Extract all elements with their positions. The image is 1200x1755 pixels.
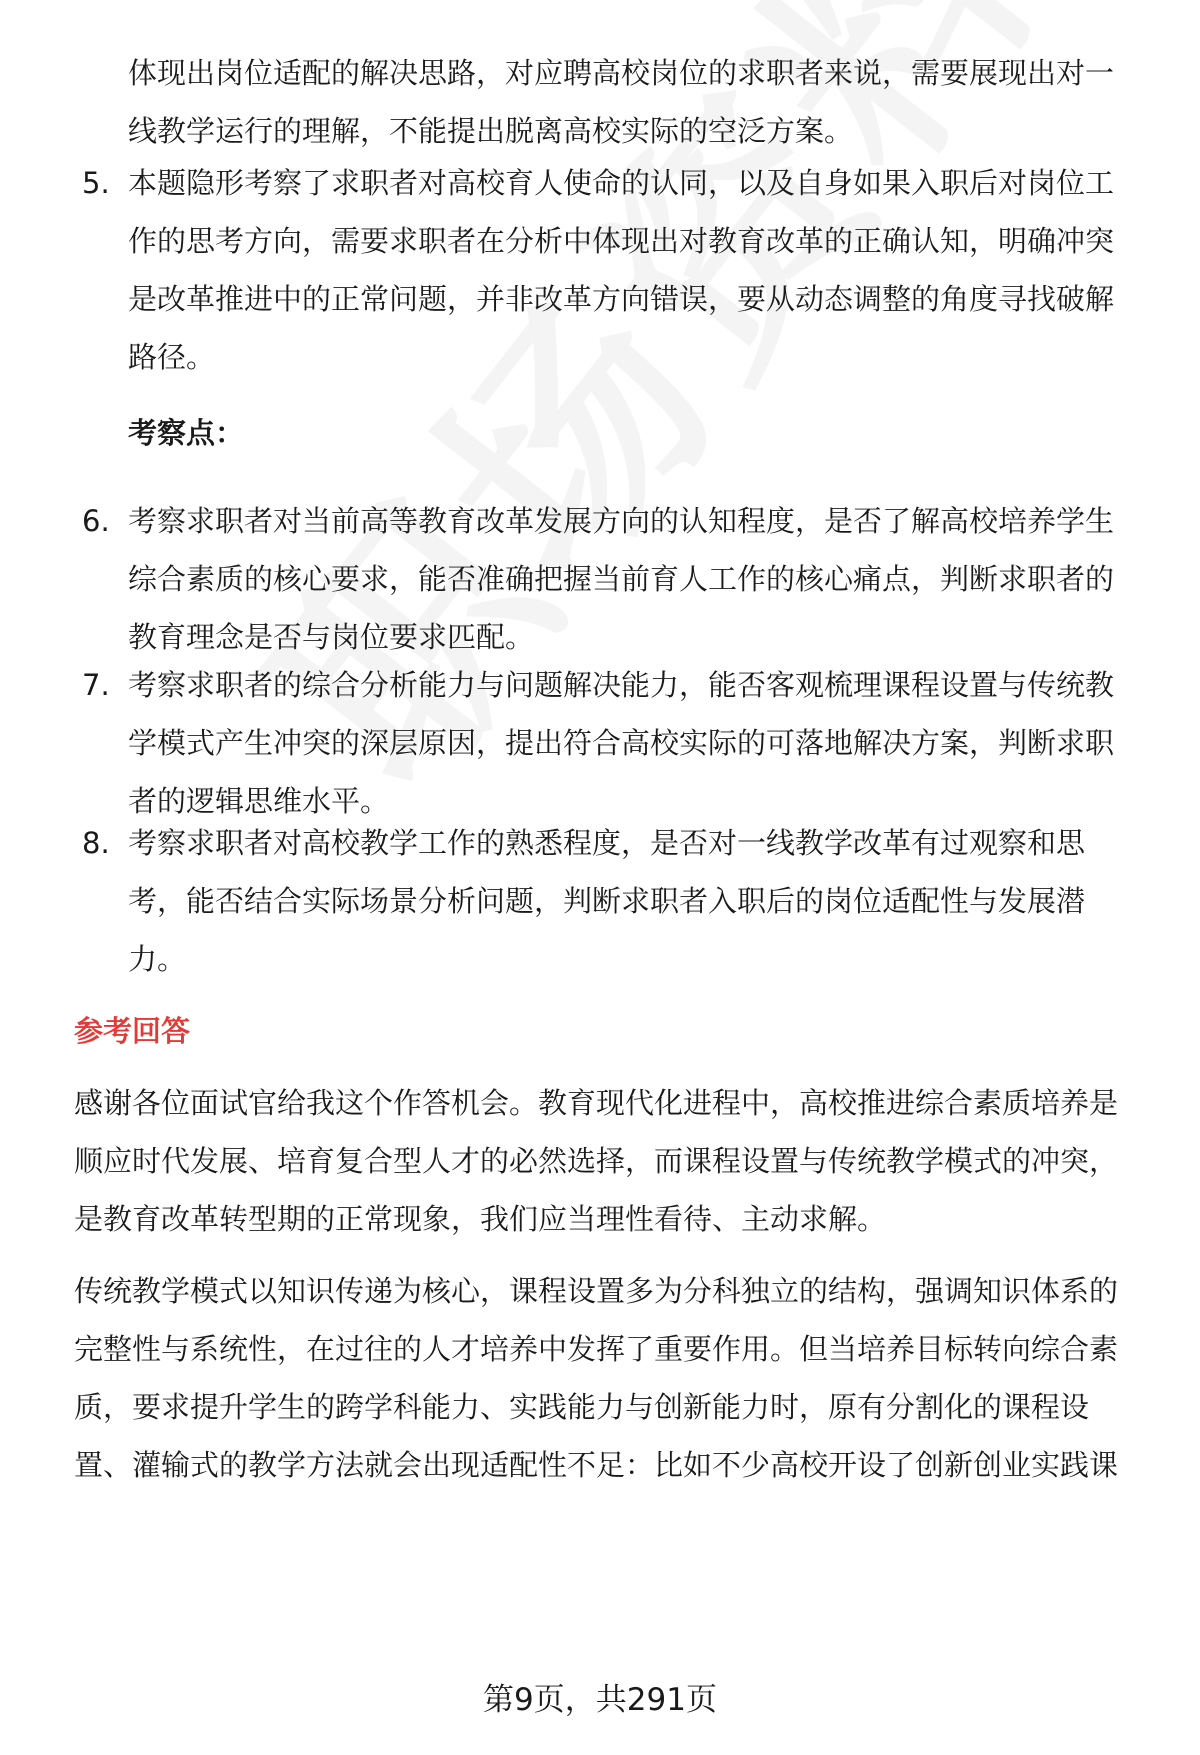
list-item-7 [82,656,1138,830]
intro-paragraph [128,44,1138,160]
list-item-number: 8. [82,826,110,860]
list-item-text: 本题隐形考察了求职者对高校育人使命的认同，以及自身如果入职后对岗位工作的思考方向，需要求职者在分析中体现出对教育改革的正确认知，明确冲突是改革推进中的正常问题，并非改革方向错误，要从动态调整的角度寻找破解路径。 [128,166,1115,374]
section-heading-assessment: 考察点： [128,416,245,450]
list-item-text: 考察求职者对当前高等教育改革发展方向的认知程度，是否了解高校培养学生综合素质的核心要求，能否准确把握当前育人工作的核心痛点，判断求职者的教育理念是否与岗位要求匹配。 [128,504,1115,654]
list-item-5 [82,154,1138,386]
reference-answer-title: 参考回答 [74,1014,191,1048]
page-number-footer: 第9页，共291页 [483,1682,717,1718]
intro-line-2: 线教学运行的理解，不能提出脱离高校实际的空泛方案。 [128,114,854,148]
list-item-6 [82,492,1138,666]
list-item-number: 6. [82,504,110,538]
list-item-text: 考察求职者对高校教学工作的熟悉程度，是否对一线教学改革有过观察和思考，能否结合实际场景分析问题，判断求职者入职后的岗位适配性与发展潜力。 [128,826,1086,976]
list-item-number: 7. [82,668,110,702]
reference-paragraph-2: 传统教学模式以知识传递为核心，课程设置多为分科独立的结构，强调知识体系的完整性与系统性，在过往的人才培养中发挥了重要作用。但当培养目标转向综合素质，要求提升学生的跨学科能力、实践能力与创新能力时，原有分割化的课程设置、灌输式的教学方法就会出现适配性不足：比如不少高校开设了创新创业实践课 [74,1274,1119,1482]
list-item-8 [82,814,1138,988]
list-item-text: 考察求职者的综合分析能力与问题解决能力，能否客观梳理课程设置与传统教学模式产生冲突的深层原因，提出符合高校实际的可落地解决方案，判断求职者的逻辑思维水平。 [128,668,1115,818]
reference-paragraph-1: 感谢各位面试官给我这个作答机会。教育现代化进程中，高校推进综合素质培养是顺应时代发展、培育复合型人才的必然选择，而课程设置与传统教学模式的冲突，是教育改革转型期的正常现象，我们应当理性看待、主动求解。 [74,1086,1119,1236]
intro-line-1: 体现出岗位适配的解决思路，对应聘高校岗位的求职者来说，需要展现出对一 [128,56,1115,90]
list-item-number: 5. [82,166,110,200]
